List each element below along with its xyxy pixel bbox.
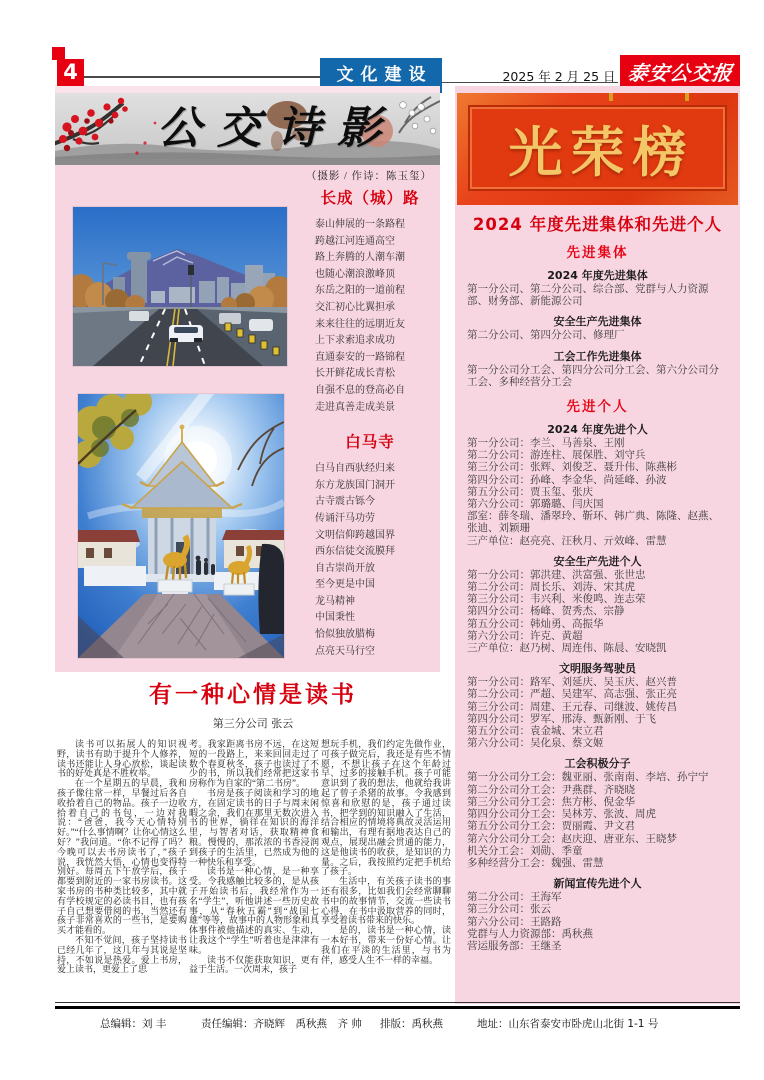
poem-line: 传诵汗马功劳 xyxy=(315,512,375,524)
poem-line: 直通泰安的一路锦程 xyxy=(315,351,405,363)
honor-line: 第四分公司：罗军、邢涛、甄新刚、于飞 xyxy=(467,713,656,725)
honor-line: 第二分公司：严超、吴建军、高志强、张正亮 xyxy=(467,689,677,701)
poem-title: 长成（城）路 xyxy=(320,189,420,207)
honor-line: 多种经营分工会：魏强、雷慧 xyxy=(467,857,604,869)
honor-line: 第四分公司：孙峰、李金华、尚延峰、孙波 xyxy=(467,474,667,486)
poetry-credit: （摄影 / 作诗：陈玉玺） xyxy=(305,171,432,182)
poem xyxy=(300,186,440,416)
honor-banner-inner xyxy=(468,105,727,191)
photo-city-road xyxy=(73,207,287,366)
honor-line: 第六分公司：许克、黄超 xyxy=(467,630,583,642)
honor-line: 营运服务部：王继圣 xyxy=(467,940,562,952)
article-paragraph: 读书不仅能获取知识，更有益于生活。一次周末，孩子 xyxy=(189,954,319,975)
article-column-3 xyxy=(321,740,451,965)
photo-white-horse-temple xyxy=(78,394,284,658)
honor-line: 三产单位：赵乃树、周连伟、陈晨、安晓凯 xyxy=(467,643,667,655)
poem-line: 走进真善走成美景 xyxy=(315,401,395,413)
poem-title: 白马寺 xyxy=(345,433,395,452)
poem-line: 中国秉性 xyxy=(315,612,355,624)
masthead-logo xyxy=(620,55,740,88)
poem-line: 上下求索追求成功 xyxy=(315,335,395,347)
poetry-banner-title: 公交诗影 xyxy=(157,103,397,154)
honor-line: 第五分公司分工会：贾丽霞、尹文君 xyxy=(467,821,635,833)
poem-line: 自强不息的登高必自 xyxy=(315,384,405,396)
poem-line: 东岳之阳的一道前程 xyxy=(315,285,405,297)
honor-line: 第一分公司：路军、刘延庆、吴玉庆、赵兴普 xyxy=(467,677,677,689)
article-paragraph: 读书可以拓展人的知识视野，读书有助于提升个人修养，读书还能让人身心放松，谈起读书的好处真是不胜枚举。 xyxy=(57,739,187,779)
article-paragraph: 不知不觉间，孩子坚持读书已经几年了，这几年与其说是坚持，不如说是热爱。爱上书房，爱上读书，更爱上了思 xyxy=(57,934,187,975)
article-columns xyxy=(55,740,451,1012)
honor-group-title: 工会积极分子 xyxy=(564,757,631,771)
honor-line: 第一分公司分工会：魏亚丽、张南南、李培、孙宁宁 xyxy=(467,772,709,784)
poem-line: 也随心潮浪激峰顶 xyxy=(315,268,395,280)
honor-group-title: 文明服务驾驶员 xyxy=(559,662,636,676)
honor-line: 第一分公司：李兰、马善泉、王刚 xyxy=(467,438,625,450)
footer-item: 总编辑：刘 丰 xyxy=(100,1018,167,1030)
honor-group-title: 工会工作先进集体 xyxy=(553,349,642,363)
article-column-2 xyxy=(189,740,319,975)
poem-line: 交汇初心比翼担承 xyxy=(315,301,395,313)
poem-line: 白马自西驮经归来 xyxy=(315,463,395,475)
honor-banner xyxy=(457,93,738,205)
honor-section-heading: 先进集体 xyxy=(566,245,629,261)
honor-line: 第四分公司：杨峰、贺秀杰、宗静 xyxy=(467,606,625,618)
honor-line: 第六分公司：郭璐璐、闫庆国 xyxy=(467,499,604,511)
honor-group-title: 安全生产先进集体 xyxy=(553,315,642,329)
reading-article xyxy=(55,676,451,1012)
honor-line: 第五分公司：袁金城、宋立君 xyxy=(467,726,604,738)
honor-line: 第二分公司：周长乐、刘涛、宋其虎 xyxy=(467,582,635,594)
honor-line: 第六分公司分工会：赵庆迎、唐亚东、王晓梦 xyxy=(467,833,677,845)
poem-line: 长开鲜花成长青松 xyxy=(315,368,395,380)
honor-line: 第三分公司：周建、王元春、司继波、姚传昌 xyxy=(467,701,677,713)
poem-line: 恰似独放腊梅 xyxy=(315,629,375,641)
honor-group-title: 新闻宣传先进个人 xyxy=(553,877,642,891)
article-byline: 第三分公司 张云 xyxy=(212,717,294,730)
honor-line: 部室：薛冬瑞、潘翠玲、靳环、韩广典、陈隆、赵燕、张迪、刘颖珊 xyxy=(467,511,719,535)
footer-rule-thin xyxy=(55,1002,740,1003)
honor-line: 三产单位：赵亮亮、汪秋月、亓效峰、雷慧 xyxy=(467,535,667,547)
poem-line: 古寺震古铄今 xyxy=(315,496,375,508)
temple-illustration xyxy=(78,394,284,658)
honor-line: 第一分公司分工会、第四分公司分工会、第六分公司分工会、多种经营分工会 xyxy=(467,364,719,388)
poem-line: 泰山伸展的一条路程 xyxy=(315,219,405,230)
honor-sections xyxy=(455,244,740,953)
honor-roll-title: 2024 年度先进集体和先进个人 xyxy=(472,215,723,234)
article-paragraph: 在一个星期五的早晨，我和孩子像往常一样，早餐过后各自收拾着自己的物品。孩子一边收拾着自己的书包，一边对我说：“爸爸，我今天心情特别好。”“什么事情啊？让你心情这么好？”我问道。“你不记得了吗？今晚可以去书房读书了，”孩子说，我恍然大悟，心情也变得特别好。每周五下午放学后，孩子都要到附近的一家书房读书。这家书房的书种类比较多，其中就有学校规定的必读书目，也有孩子自己想要借阅的书，当然还有孩子非常喜欢的一些书，是要购买才能看的。 xyxy=(57,778,187,936)
honor-roll-panel xyxy=(455,86,740,1004)
honor-line: 第六分公司：王路路 xyxy=(467,916,562,928)
article-paragraph: 读书是一种心情，是一种享受。令我感触比较多的，是从孩子开始读书后，我经常作为一名“学生”，听他讲述一些历史故事，从“春秋五霸”到“战国七雄”等等，故事中的人物形象和具体事件被他描述的真实、生动，让我这个“学生”听着也是津津有味。 xyxy=(189,866,319,955)
honor-line: 第一分公司：郭洪建、洪富强、张世忠 xyxy=(467,569,646,581)
honor-section-heading: 先进个人 xyxy=(566,399,629,416)
honor-line: 第三分公司：韦兴利、米俊鸣、连志荣 xyxy=(467,594,646,606)
honor-group-title: 2024 年度先进集体 xyxy=(547,269,648,282)
footer-item: 地址：山东省泰安市卧虎山北街 1-1 号 xyxy=(477,1018,659,1030)
honor-banner-title: 光荣榜 xyxy=(508,120,695,184)
honor-line: 第五分公司：贾玉玺、张庆 xyxy=(467,486,593,498)
page-number: 4 xyxy=(57,59,84,86)
honor-line: 第三分公司：张云 xyxy=(467,904,551,916)
masthead-text: 泰安公交报 xyxy=(625,61,734,85)
honor-line: 第一分公司、第二分公司、综合部、党群与人力资源部、财务部、新能源公司 xyxy=(467,284,709,308)
poem-line: 西东信徒交流膜拜 xyxy=(315,546,395,558)
poem-line: 自古崇尚开放 xyxy=(315,562,375,574)
banner-tassel-icon xyxy=(685,93,689,101)
footer-item: 责任编辑：齐晓辉 禹秋燕 齐 帅 xyxy=(201,1018,362,1030)
honor-line: 第二分公司：游连柱、展保胜、刘守兵 xyxy=(467,450,646,462)
honor-group-title: 安全生产先进个人 xyxy=(553,554,642,568)
poem-line: 龙马精神 xyxy=(315,595,355,607)
honor-line: 第五分公司：韩灿勇、高振华 xyxy=(467,618,604,630)
poem-line: 来来往往的远朋近友 xyxy=(315,318,405,330)
footer-rule-thick xyxy=(55,1006,740,1009)
header-date: 2025 年 2 月 25 日 xyxy=(502,69,616,84)
honor-line: 第二分公司、第四分公司、修理厂 xyxy=(467,330,625,342)
article-title: 有一种心情是读书 xyxy=(149,682,357,708)
article-paragraph: 想玩手机，我们约定先做作业，可孩子做完后，我还是有些不情愿，不想让孩子在这个年龄过早、过多的接触手机。孩子可能意识到了我的想法，他就给我讲起了曾子杀猪的故事。令我感到惊喜和欣慰的是，孩子通过读书，把学到的知识融入了生活，结合相应的情境将典故灵活运用和输出，有理有据地表达自己的观点，展现出融会贯通的能力，这是他读书的收获，是知识的力量。之后，我按照约定把手机给了孩子。 xyxy=(321,739,451,877)
poetry-panel xyxy=(55,86,440,672)
footer-item: 排版：禹秋燕 xyxy=(380,1018,443,1030)
banner-artwork xyxy=(55,93,440,165)
poem-line: 路上奔腾的人潮车潮 xyxy=(315,252,405,264)
poem xyxy=(300,430,440,660)
article-paragraph: 书房是孩子阅读和学习的地方，在固定读书的日子与周末闲暇之余，我们在那里无数次进入书的世界，徜徉在知识的海洋里，与智者对话，获取精神食粮。慢慢的，那浓浓的书香浸润到孩子的生活里，已然成为他的一种快乐和享受。 xyxy=(189,787,319,867)
honor-line: 第三分公司分工会：焦方彬、倪金华 xyxy=(467,796,635,808)
honor-line: 第二分公司分工会：尹燕群、齐晓晓 xyxy=(467,784,635,796)
honor-line: 第三分公司：张辉、刘俊芝、聂升伟、陈燕彬 xyxy=(467,462,677,474)
poem-line: 文明信仰跨越国界 xyxy=(315,529,395,541)
article-paragraph: 考。我家距离书房不远，在这短短的一段路上，来来回回走过了数个春夏秋冬，孩子也读过了不少的书，所以我们经常把这家书房称作为自家的“第二书房”。 xyxy=(189,739,319,789)
city-road-illustration xyxy=(73,207,287,366)
banner-tassel-icon xyxy=(609,93,613,101)
honor-group-title: 2024 年度先进个人 xyxy=(547,423,648,437)
honor-line: 第六分公司：吴化泉、蔡文姬 xyxy=(467,738,604,750)
honor-line: 党群与人力资源部：禹秋燕 xyxy=(467,928,593,940)
article-paragraph: 生活中，有关孩子读书的事还有很多，比如我们会经常聊聊书中的故事情节，交流一些读书心得，在书中汲取营养的同时，享受着读书带来的快乐。 xyxy=(321,876,451,926)
poem-line: 至今更是中国 xyxy=(315,579,375,591)
panel-top-strip xyxy=(55,86,440,93)
header-rule-left xyxy=(84,76,320,78)
honor-line: 第二分公司：王海军 xyxy=(467,892,562,904)
footer-items xyxy=(0,1016,764,1036)
section-title: 文化建设 xyxy=(320,58,442,93)
honor-line: 机关分工会：刘勋、季童 xyxy=(467,845,583,857)
poems xyxy=(300,186,440,660)
poem-line: 点亮天马行空 xyxy=(315,645,375,657)
article-column-1 xyxy=(57,740,187,975)
honor-line: 第四分公司分工会：吴林芳、张波、周虎 xyxy=(467,809,656,821)
poem-line: 东方龙族国门洞开 xyxy=(315,479,395,491)
article-paragraph: 是的，读书是一种心情，读一本好书，带来一份好心情。让我们在平淡的生活里，与书为伴，感受人生不一样的幸福。 xyxy=(321,925,451,965)
poem-line: 跨越江河连通高空 xyxy=(315,235,395,247)
